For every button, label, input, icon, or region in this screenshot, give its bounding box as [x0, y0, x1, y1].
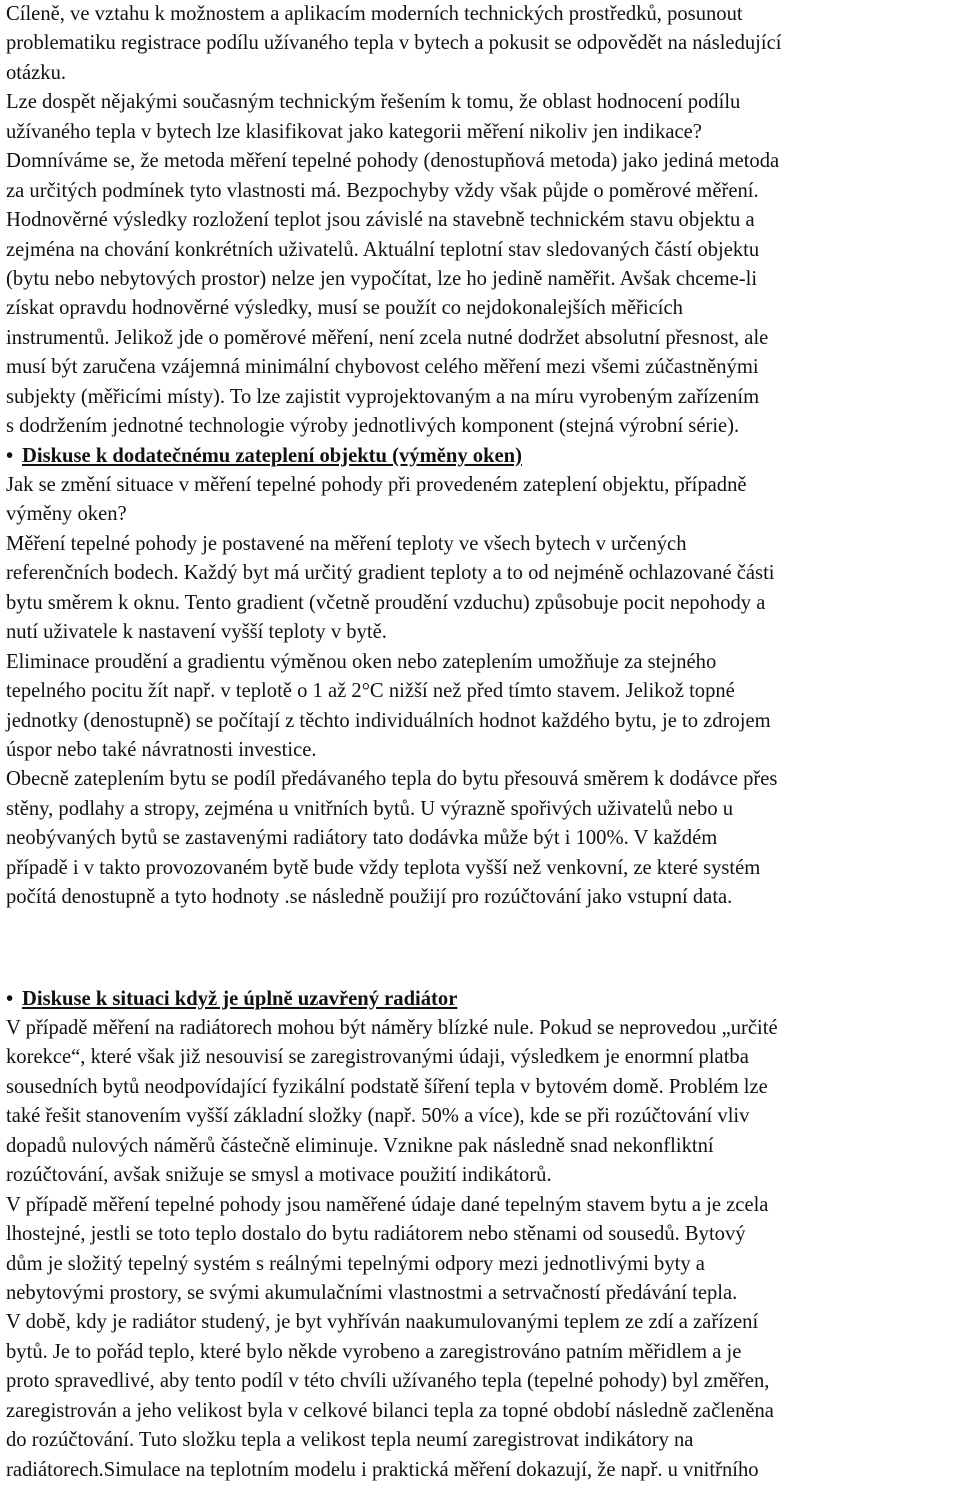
text-line: otázku. — [6, 61, 67, 84]
text-line: korekce“, které však již nesouvisí se zaregistrovanými údaji, výsledkem je enormní platba — [6, 1046, 749, 1069]
bullet-icon: • — [6, 444, 14, 467]
text-line: do rozúčtování. Tuto složku tepla a velikost tepla neumí zaregistrovat indikátory na — [6, 1429, 694, 1452]
section-heading-text: Diskuse k dodatečnému zateplení objektu (výměny oken) — [22, 444, 522, 467]
text-line: dům je složitý tepelný systém s reálnými tepelnými odpory mezi jednotlivými byty a — [6, 1252, 705, 1275]
text-line: získat opravdu hodnověrné výsledky, musí se použít co nejdokonalejších měřicích — [6, 297, 683, 320]
text-line: Domníváme se, že metoda měření tepelné pohody (denostupňová metoda) jako jediná metoda — [6, 150, 780, 173]
text-line: problematiku registrace podílu užívaného tepla v bytech a pokusit se odpovědět na následující — [6, 32, 782, 55]
text-line: V případě měření tepelné pohody jsou naměřené údaje dané tepelným stavem bytu a je zcela — [6, 1193, 769, 1216]
text-line: referenčních bodech. Každý byt má určitý gradient teploty a to od nejméně ochlazované části — [6, 562, 775, 585]
text-line: subjekty (měřicími místy). To lze zajistit vyprojektovaným a na míru vyrobeným zařízením — [6, 385, 760, 408]
text-line: úspor nebo také návratnosti investice. — [6, 738, 317, 761]
text-line: užívaného tepla v bytech lze klasifikovat jako kategorii měření nikoliv jen indikace? — [6, 120, 702, 143]
text-line: případě i v takto provozovaném bytě bude vždy teplota vyšší než venkovní, ze které systém — [6, 856, 761, 879]
text-line: počítá denostupně a tyto hodnoty .se následně použijí pro rozúčtování jako vstupní data. — [6, 886, 733, 909]
section-heading — [6, 985, 956, 1014]
text-line: zaregistrován a jeho velikost byla v celkové bilanci tepla za topné období následně začleněna — [6, 1399, 774, 1422]
text-line: Eliminace proudění a gradientu výměnou oken nebo zateplením umožňuje za stejného — [6, 650, 717, 673]
text-line: výměny oken? — [6, 503, 127, 526]
text-line: zejména na chování konkrétních uživatelů. Aktuální teplotní stav sledovaných částí objektu — [6, 238, 760, 261]
text-line: neobývaných bytů se zastavenými radiátory tato dodávka může být i 100%. V každém — [6, 827, 718, 850]
text-line: bytů. Je to pořád teplo, které bylo někde vyrobeno a zaregistrováno patním měřidlem a je — [6, 1340, 742, 1363]
text-line: dopadů nulových náměrů částečně eliminuje. Vznikne pak následně snad nekonfliktní — [6, 1134, 714, 1157]
section-heading-text: Diskuse k situaci když je úplně uzavřený radiátor — [22, 987, 458, 1010]
text-line: rozúčtování, avšak snižuje se smysl a motivace použití indikátorů. — [6, 1164, 552, 1187]
text-line: Cíleně, ve vztahu k možnostem a aplikacím moderních technických prostředků, posunout — [6, 3, 743, 25]
text-line: stěny, podlahy a stropy, zejména u vnitřních bytů. U výrazně spořivých uživatelů nebo u — [6, 797, 734, 820]
text-line: instrumentů. Jelikož jde o poměrové měření, není zcela nutné dodržet absolutní přesnost, ale — [6, 326, 769, 349]
text-line: jednotky (denostupně) se počítají z těchto individuálních hodnot každého bytu, je to zdrojem — [6, 709, 771, 732]
text-line: V době, kdy je radiátor studený, je byt vyhříván naakumulovanými teplem ze zdí a zařízení — [6, 1311, 759, 1334]
text-line: radiátorech.Simulace na teplotním modelu i praktická měření dokazují, že např. u vnitřního — [6, 1458, 759, 1481]
text-line: Hodnověrné výsledky rozložení teplot jsou závislé na stavebně technickém stavu objektu a — [6, 209, 755, 232]
text-line: proto spravedlivé, aby tento podíl v této chvíli užívaného tepla (tepelné pohody) byl změřen, — [6, 1370, 770, 1393]
text-line: musí být zaručena vzájemná minimální chybovost celého měření mezi všemi zúčastněnými — [6, 356, 759, 379]
text-line: nutí uživatele k nastavení vyšší teploty v bytě. — [6, 621, 387, 644]
text-line: tepelného pocitu žít např. v teplotě o 1 až 2°C nižší než před tímto stavem. Jelikož topné — [6, 680, 735, 703]
text-line: (bytu nebo nebytových prostor) nelze jen vypočítat, lze ho jedině naměřit. Avšak chceme-li — [6, 267, 758, 290]
text-line: lhostejné, jestli se toto teplo dostalo do bytu radiátorem nebo stěnami od sousedů. Bytový — [6, 1223, 746, 1246]
paragraph-block-intro — [6, 0, 956, 442]
section-insulation — [6, 442, 956, 913]
text-line: s dodržením jednotné technologie výroby jednotlivých komponent (stejná výrobní série). — [6, 415, 740, 438]
text-line: bytu směrem k oknu. Tento gradient (včetně proudění vzduchu) způsobuje pocit nepohody a — [6, 591, 766, 614]
text-line: Lze dospět nějakými současným technickým řešením k tomu, že oblast hodnocení podílu — [6, 91, 741, 114]
text-line: Měření tepelné pohody je postavené na měření teploty ve všech bytech v určených — [6, 532, 687, 555]
bullet-icon: • — [6, 987, 14, 1010]
section-heading — [6, 442, 956, 471]
text-line: Obecně zateplením bytu se podíl předávaného tepla do bytu přesouvá směrem k dodávce přes — [6, 768, 778, 791]
section-closed-radiator — [6, 985, 956, 1485]
text-line: za určitých podmínek tyto vlastnosti má. Bezpochyby vždy však půjde o poměrové měření. — [6, 179, 759, 202]
document-page — [6, 0, 956, 1485]
text-line: nebytovými prostory, se svými akumulačními vlastnostmi a setrvačností předávání tepla. — [6, 1281, 738, 1304]
text-line: Jak se změní situace v měření tepelné pohody při provedeném zateplení objektu, případně — [6, 474, 747, 496]
text-line: sousedních bytů neodpovídající fyzikální podstatě šíření tepla v bytovém domě. Problém lze — [6, 1075, 768, 1098]
text-line: V případě měření na radiátorech mohou být náměry blízké nule. Pokud se neprovedou „určité — [6, 1017, 778, 1039]
section-spacer — [6, 913, 956, 985]
text-line: také řešit stanovením vyšší základní složky (např. 50% a více), kde se při rozúčtování vliv — [6, 1105, 750, 1128]
